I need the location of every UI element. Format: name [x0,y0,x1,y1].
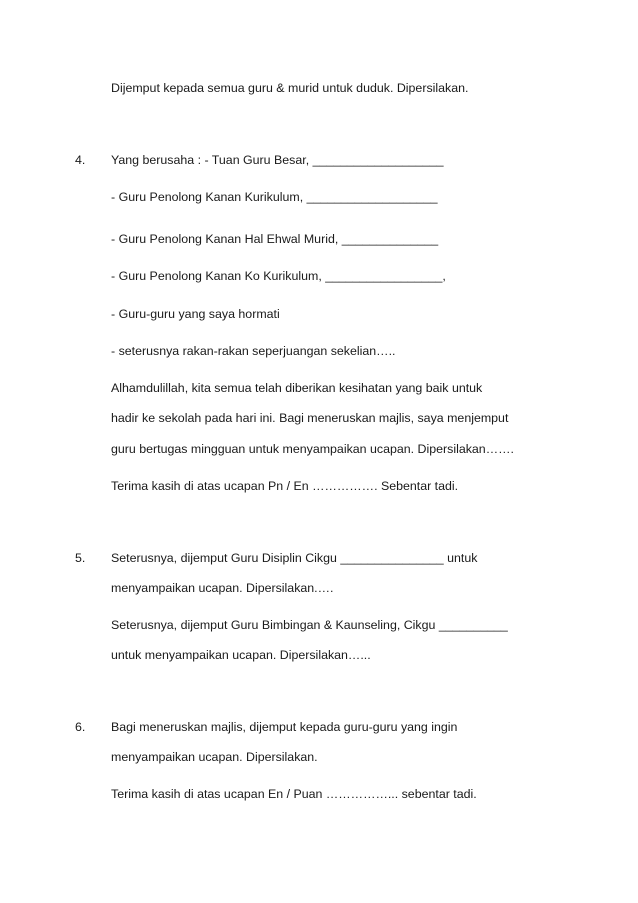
section-number-5: 5. [75,551,86,565]
section-5-line-2: menyampaikan ucapan. Dipersilakan.…. [111,581,334,595]
section-4-line-1: Yang berusaha : - Tuan Guru Besar, ___________________ [111,153,444,167]
section-4-paragraph-line-2: hadir ke sekolah pada hari ini. Bagi meneruskan majlis, saya menjemput [111,411,509,425]
section-5-line-4: untuk menyampaikan ucapan. Dipersilakan…... [111,648,371,662]
section-6-thanks-line: Terima kasih di atas ucapan En / Puan ……………... sebentar tadi. [111,787,477,801]
section-number-6: 6. [75,720,86,734]
intro-text: Dijemput kepada semua guru & murid untuk duduk. Dipersilakan. [111,81,469,95]
section-5-line-1: Seterusnya, dijemput Guru Disiplin Cikgu _______________ untuk [111,551,478,565]
section-6-line-1: Bagi meneruskan majlis, dijemput kepada guru-guru yang ingin [111,720,458,734]
section-4-line-6: - seterusnya rakan-rakan seperjuangan sekelian….. [111,344,396,358]
section-5-line-3: Seterusnya, dijemput Guru Bimbingan & Kaunseling, Cikgu __________ [111,618,508,632]
section-number-4: 4. [75,153,86,167]
section-4-paragraph-line-3: guru bertugas mingguan untuk menyampaikan ucapan. Dipersilakan……. [111,442,514,456]
section-4-line-4: - Guru Penolong Kanan Ko Kurikulum, _________________, [111,269,446,283]
section-4-line-3: - Guru Penolong Kanan Hal Ehwal Murid, ______________ [111,232,439,246]
section-4-line-2: - Guru Penolong Kanan Kurikulum, ___________________ [111,190,438,204]
section-6-line-2: menyampaikan ucapan. Dipersilakan. [111,750,318,764]
section-4-thanks-line: Terima kasih di atas ucapan Pn / En ……………. Sebentar tadi. [111,479,459,493]
section-4-line-5: - Guru-guru yang saya hormati [111,307,280,321]
section-4-paragraph-line-1: Alhamdulillah, kita semua telah diberikan kesihatan yang baik untuk [111,381,483,395]
